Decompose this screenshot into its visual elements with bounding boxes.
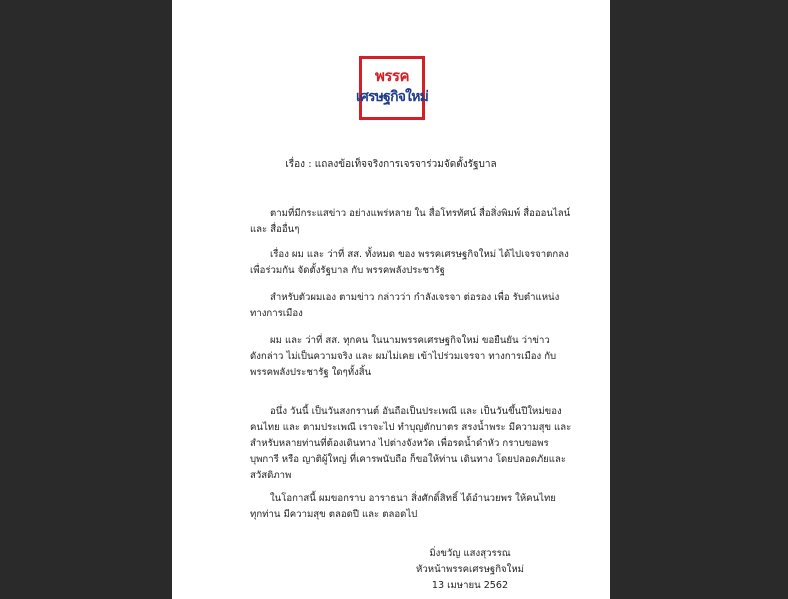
paragraph-line: ในโอกาสนี้ ผมขอกราบ อาราธนา สิ่งศักดิ์สิทธิ์ ได้อำนวยพร ให้คนไทย [270,493,556,504]
paragraph-line: ทางการเมือง [250,308,303,319]
paragraph-line: สำหรับตัวผมเอง ตามข่าว กล่าวว่า กำลังเจรจา ต่อรอง เพื่อ รับตำแหน่ง [270,292,560,303]
party-logo [355,56,429,120]
logo-line-2: เศรษฐกิจใหม่ [355,89,429,105]
signature-date: 13 เมษายน 2562 [431,580,509,591]
paragraph-line: บุพการี หรือ ญาติผู้ใหญ่ ที่เคารพนับถือ ก็ขอให้ท่าน เดินทาง โดยปลอดภัยและ [250,454,566,465]
paragraph-4 [250,333,557,381]
paragraph-line: อนึ่ง วันนี้ เป็นวันสงกรานต์ อันถือเป็นประเพณี และ เป็นวันขึ้นปีใหม่ของ [270,406,562,417]
paragraph-line: เรื่อง ผม และ ว่าที่ สส. ทั้งหมด ของ พรรคเศรษฐกิจใหม่ ได้ไปเจรจาตกลง [270,249,569,260]
paragraph-line: เพื่อร่วมกัน จัดตั้งรัฐบาล กับ พรรคพลังประชารัฐ [250,265,445,276]
paragraph-3 [250,290,560,322]
signature-block [390,546,550,594]
paragraph-6 [250,491,556,523]
paragraph-line: ดังกล่าว ไม่เป็นความจริง และ ผมไม่เคย เข้าไปร่วมเจรจา ทางการเมือง กับ [250,351,557,362]
signature-name: มิ่งขวัญ แสงสุวรรณ [429,548,511,559]
letter-page [172,0,610,599]
paragraph-5 [250,404,572,484]
paragraph-line: สวัสดิภาพ [250,470,292,481]
paragraph-2 [250,247,569,279]
logo-line-1: พรรค [374,67,410,85]
paragraph-line: และ สื่ออื่นๆ [250,224,300,235]
paragraph-line: ทุกท่าน มีความสุข ตลอดปี และ ตลอดไป [250,509,418,520]
letter-subject: เรื่อง : แถลงข้อเท็จจริงการเจรจาร่วมจัดตั้งรัฐบาล [285,159,497,170]
paragraph-line: ตามที่มีกระแสข่าว อย่างแพร่หลาย ใน สื่อโทรทัศน์ สื่อสิ่งพิมพ์ สื่อออนไลน์ [270,208,571,219]
paragraph-1 [250,206,571,238]
paragraph-line: พรรคพลังประชารัฐ ใดๆทั้งสิ้น [250,367,372,378]
paragraph-line: ผม และ ว่าที่ สส. ทุกคน ในนามพรรคเศรษฐกิจใหม่ ขอยืนยัน ว่าข่าว [270,335,550,346]
paragraph-line: สำหรับหลายท่านที่ต้องเดินทาง ไปต่างจังหวัด เพื่อรดน้ำดำหัว กราบขอพร [250,438,549,449]
paragraph-line: คนไทย และ ตามประเพณี เราจะไป ทำบุญตักบาตร สรงน้ำพระ มีความสุข และ [250,422,572,433]
signature-title: หัวหน้าพรรคเศรษฐกิจใหม่ [416,564,524,575]
